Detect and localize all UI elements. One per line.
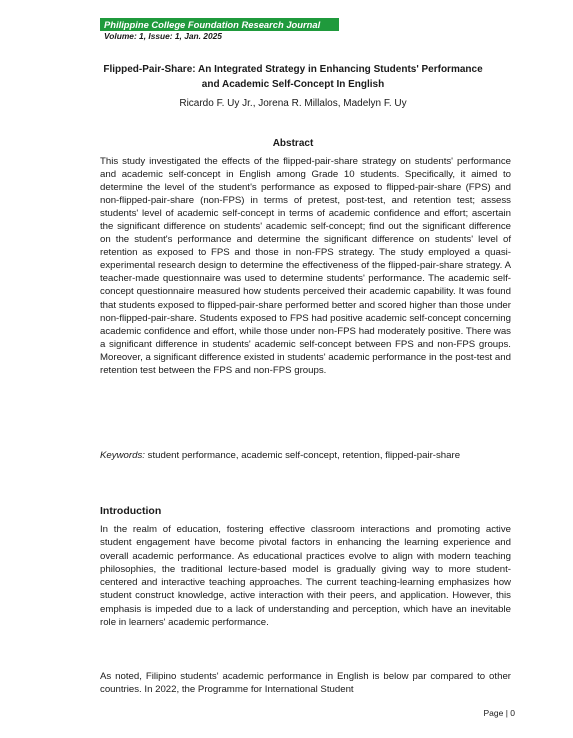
keywords-line [100,449,511,462]
abstract-heading: Abstract [272,138,314,149]
introduction-heading: Introduction [100,505,162,517]
keywords-label: Keywords: [100,450,145,461]
abstract-body: This study investigated the effects of the flipped-pair-share strategy on students' performance and academic self-concept in English among Grade 10 students. Specifically, it aimed to determine the level of the student's performance as exposed to flipped-pair-share (FPS) and non-flipped-pair-share (non-FPS) in terms of pretest, post-test, and retention test; assess students' level of academic self-concept in terms of academic confidence and effort; ascertain the significant difference on students' academic self-concept; find out the significant difference on the student's performance and determine the significant difference on students' level of retention as exposed to FPS and those in non-FPS strategy. The study employed a quasi-experimental research design to determine the effectiveness of the flipped-pair-share strategy. A teacher-made questionnaire was used to determine students' performance. The academic self-concept questionnaire measured how students perceived their academic capability. It was found that students exposed to flipped-pair-share performed better and scored higher than those under non-flipped-pair-share. Students exposed to FPS had positive academic self-concept concerning academic confidence and effort, while those under non-FPS had moderately positive. There was a significant difference in students' academic self-concept between FPS and non-FPS groups. Moreover, a significant difference existed in students' academic performance in the post-test and retention test between the FPS and non-FPS groups. [100,156,511,376]
issue-info: Volume: 1, Issue: 1, Jan. 2025 [104,31,222,41]
page-number: Page | 0 [483,708,515,718]
authors: Ricardo F. Uy Jr., Jorena R. Millalos, Madelyn F. Uy [179,98,407,109]
introduction-paragraph: As noted, Filipino students' academic performance in English is below par compared to other countries. In 2022, the Programme for International Student [100,671,511,696]
keywords-text: student performance, academic self-concept, retention, flipped-pair-share [147,450,461,461]
journal-name-banner: Philippine College Foundation Research Journal [100,18,339,31]
paper-title: Flipped-Pair-Share: An Integrated Strategy in Enhancing Students' Performance and Academic Self-Concept In English [103,64,483,90]
introduction-paragraph: In the realm of education, fostering effective classroom interactions and promoting active student engagement have become pivotal factors in enhancing the learning experience and overall academic performance. As educational practices evolve to align with modern teaching philosophies, the traditional lecture-based model is gradually giving way to more student-centered and interactive teaching approaches. The current teaching-learning emphasizes how student construct knowledge, active interaction with their peers, and application. However, this emphasis is impeded due to a lack of understanding and perception, which have an inevitable role in learners' academic performance. [100,524,511,629]
